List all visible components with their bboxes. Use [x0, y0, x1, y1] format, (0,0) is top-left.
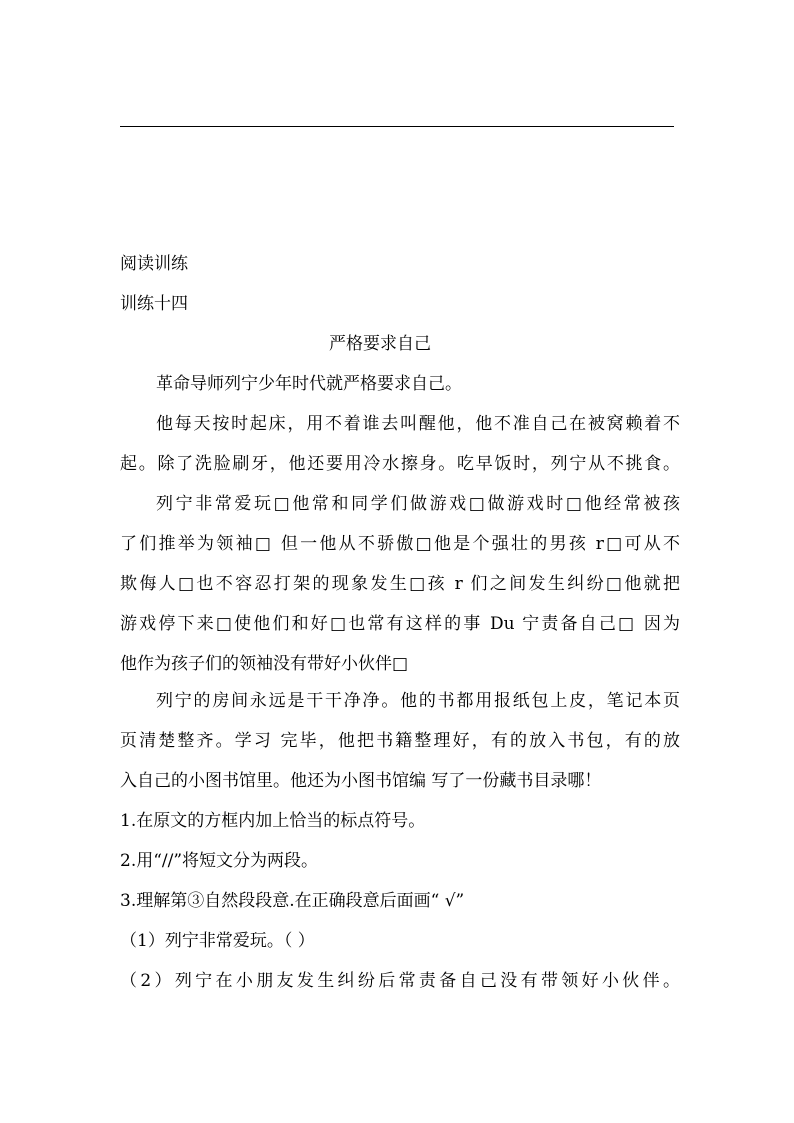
- paragraph-2-line: 他每天按时起床，用不着谁去叫醒他，他不准自己在被窝赖着不: [156, 414, 680, 434]
- paragraph-3-line: 了们推举为领袖□ 但一他从不骄傲□他是个强壮的男孩 r□可从不: [120, 534, 680, 554]
- passage-title: 严格要求自己: [329, 334, 431, 354]
- paragraph-4-line: 列宁的房间永远是干干净净。他的书都用报纸包上皮，笔记本页: [156, 691, 680, 711]
- paragraph-3-line: 列宁非常爱玩□他常和同学们做游戏□做游戏时□他经常被孩: [156, 494, 680, 514]
- header-rule: [120, 126, 674, 127]
- question-3-option-2: （2）列宁在小朋友发生纠纷后常责备自己没有带领好小伙伴。: [120, 971, 680, 991]
- question-2: 2.用“//”将短文分为两段。: [120, 851, 319, 871]
- question-3: 3.理解第③自然段段意.在正确段意后面画“ √”: [120, 891, 465, 911]
- paragraph-1: 革命导师列宁少年时代就严格要求自己。: [156, 374, 462, 394]
- paragraph-2-line: 起。除了洗脸刷牙，他还要用冷水擦身。吃早饭时，列宁从不挑食。: [120, 454, 680, 474]
- question-3-option-1: （1）列宁非常爱玩。（ ）: [120, 931, 315, 951]
- paragraph-4-line: 页清楚整齐。学习 完毕，他把书籍整理好，有的放入书包，有的放: [120, 731, 680, 751]
- paragraph-3-line: 他作为孩子们的领袖没有带好小伙伴□: [120, 654, 409, 674]
- section-label: 阅读训练: [120, 254, 188, 274]
- exercise-label: 训练十四: [120, 294, 188, 314]
- paragraph-4-line: 入自己的小图书馆里。他还为小图书馆编 写了一份藏书目录哪！: [120, 771, 602, 791]
- question-1: 1.在原文的方框内加上恰当的标点符号。: [120, 811, 426, 831]
- document-body: [120, 250, 680, 1007]
- paragraph-3-line: 欺侮人□也不容忍打架的现象发生□孩 r 们之间发生纠纷□他就把: [120, 574, 680, 594]
- paragraph-3-line: 游戏停下来□使他们和好□也常有这样的事 Du 宁责备自己□ 因为: [120, 614, 680, 634]
